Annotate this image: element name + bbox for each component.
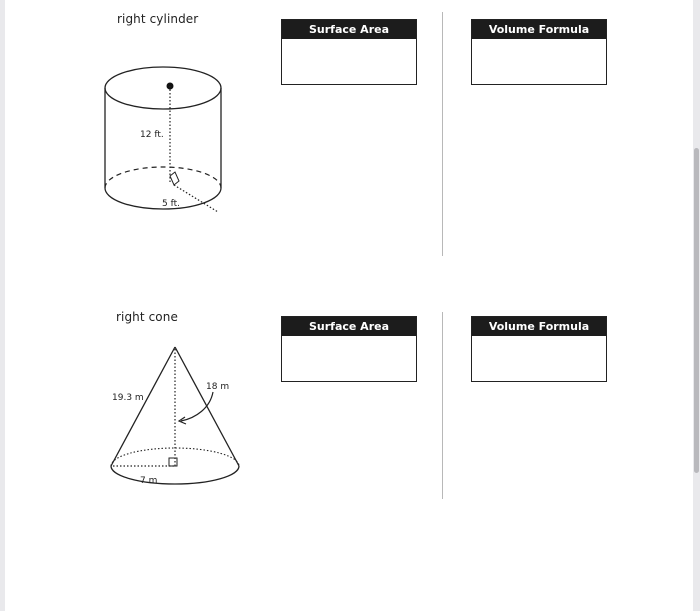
cone-divider: [442, 312, 443, 499]
cone-base-front: [111, 466, 239, 484]
cone-diagram: [100, 340, 250, 495]
cone-title: right cone: [116, 310, 178, 324]
vertical-scrollbar[interactable]: [694, 148, 699, 473]
cylinder-bottom-back: [105, 167, 221, 188]
cone-surface-area-box[interactable]: [281, 316, 417, 382]
cylinder-top-ellipse: [105, 67, 221, 109]
cone-volume-box[interactable]: [471, 316, 607, 382]
cylinder-title: right cylinder: [117, 12, 199, 26]
cone-surface-area-header: Surface Area Formula: [282, 317, 416, 336]
cylinder-height-label: 12 ft.: [140, 130, 164, 140]
cone-height-label: 18 m: [206, 382, 230, 392]
cone-slant-label: 19.3 m: [112, 393, 144, 403]
cone-radius-label: 7 m: [140, 476, 158, 486]
cylinder-volume-header: Volume Formula: [472, 20, 606, 39]
worksheet-page: [5, 0, 693, 611]
cylinder-surface-area-header: Surface Area Formula: [282, 20, 416, 39]
cylinder-surface-area-box[interactable]: [281, 19, 417, 85]
cylinder-divider: [442, 12, 443, 256]
cone-height-arrow: [181, 392, 213, 421]
cone-right-angle-marker: [169, 458, 177, 466]
cylinder-volume-box[interactable]: [471, 19, 607, 85]
cone-volume-header: Volume Formula: [472, 317, 606, 336]
cylinder-radius-label: 5 ft.: [162, 199, 180, 209]
cylinder-diagram: [100, 55, 235, 225]
cylinder-right-angle-marker: [170, 172, 179, 185]
